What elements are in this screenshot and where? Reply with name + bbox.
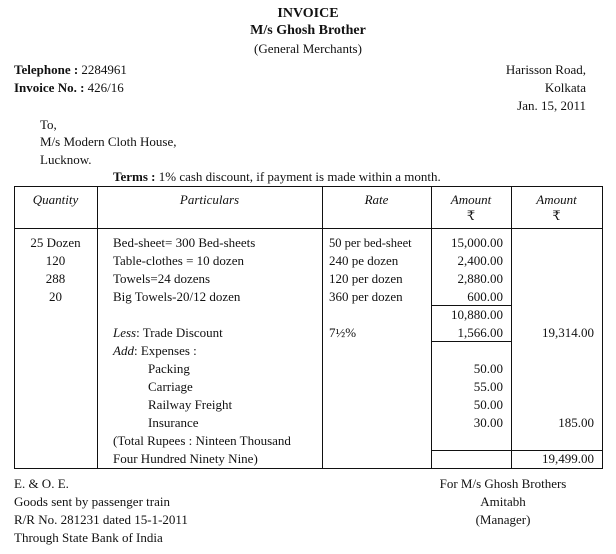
col-rule-right: [602, 186, 603, 468]
header-currency-1: ₹: [466, 208, 476, 223]
expense-name: Carriage: [148, 379, 193, 394]
net-amount: 19,314.00: [542, 325, 594, 340]
item-amount: 15,000.00: [451, 235, 503, 250]
header-currency-2: ₹: [552, 208, 561, 223]
subtotal-rule-top: [431, 305, 511, 306]
item-rate: 120 per dozen: [329, 271, 403, 286]
table-bottom-rule: [14, 468, 603, 469]
address-line-1: Harisson Road,: [505, 62, 586, 77]
add-text: : Expenses :: [133, 343, 197, 358]
firm-subtitle: (General Merchants): [254, 41, 362, 56]
grand-total: 19,499.00: [542, 451, 594, 466]
col-rule-left: [14, 186, 15, 468]
item-particular: Towels=24 dozens: [113, 271, 211, 286]
firm-name: M/s Ghosh Brother: [250, 23, 366, 38]
col-rule-particulars: [322, 186, 323, 468]
invoice-number-label: Invoice No. :: [14, 80, 85, 95]
invoice-number-value: 426/16: [87, 80, 124, 95]
item-amount: 600.00: [467, 289, 503, 304]
header-rate: Rate: [364, 192, 389, 207]
item-amount: 2,400.00: [457, 253, 503, 268]
subtotal-amount: 10,880.00: [451, 307, 503, 322]
discount-amount: 1,566.00: [457, 325, 503, 340]
item-rate: 360 per dozen: [329, 289, 403, 304]
item-rate: 50 per bed-sheet: [329, 236, 412, 250]
item-qty: 120: [45, 253, 66, 268]
goods-note: Goods sent by passenger train: [14, 494, 170, 509]
item-amount: 2,880.00: [457, 271, 503, 286]
recipient-name: M/s Modern Cloth House,: [40, 134, 177, 149]
invoice-title: INVOICE: [277, 6, 339, 21]
expense-amount: 30.00: [473, 415, 503, 430]
expenses-bottom-rule: [431, 450, 511, 451]
signatory-name: Amitabh: [480, 494, 526, 509]
add-line: [113, 343, 197, 359]
item-qty: 20: [49, 289, 62, 304]
item-qty: 25 Dozen: [30, 235, 81, 250]
terms-text: 1% cash discount, if payment is made within a month.: [158, 169, 441, 184]
expense-amount: 50.00: [473, 397, 503, 412]
item-particular: Big Towels-20/12 dozen: [113, 289, 241, 304]
discount-rate: 7½%: [329, 325, 357, 340]
signatory-designation: (Manager): [475, 512, 531, 527]
item-particular: Bed-sheet= 300 Bed-sheets: [113, 235, 256, 250]
less-label: Less: [113, 325, 137, 340]
item-particular: Table-clothes = 10 dozen: [113, 253, 244, 268]
amount-words-line-1: (Total Rupees : Ninteen Thousand: [113, 433, 291, 448]
expense-amount: 50.00: [473, 361, 503, 376]
invoice-number-line: [14, 80, 124, 96]
terms-line: [113, 169, 441, 185]
terms-label: Terms :: [113, 169, 156, 184]
for-firm: For M/s Ghosh Brothers: [439, 476, 567, 491]
invoice-date: Jan. 15, 2011: [517, 98, 586, 113]
recipient-city: Lucknow.: [40, 152, 92, 167]
expense-name: Insurance: [148, 415, 199, 430]
telephone-value: 2284961: [81, 62, 127, 77]
item-qty: 288: [45, 271, 66, 286]
header-amount-2: Amount: [536, 192, 577, 207]
item-rate: 240 pe dozen: [329, 253, 399, 268]
discount-rule: [431, 341, 511, 342]
bank-note: Through State Bank of India: [14, 530, 163, 545]
telephone-label: Telephone :: [14, 62, 79, 77]
expense-amount: 55.00: [473, 379, 503, 394]
amount-words-line-2: Four Hundred Ninety Nine): [113, 451, 258, 466]
header-quantity: Quantity: [32, 192, 79, 207]
expenses-total: 185.00: [558, 415, 594, 430]
telephone-line: [14, 62, 127, 78]
less-line: [113, 325, 223, 341]
table-top-rule: [14, 186, 603, 187]
add-label: Add: [113, 343, 134, 358]
recipient-to: To,: [40, 117, 57, 132]
col-rule-qty: [97, 186, 98, 468]
address-line-2: Kolkata: [544, 80, 586, 95]
header-particulars: Particulars: [179, 192, 240, 207]
table-header-rule: [14, 228, 603, 229]
less-text: : Trade Discount: [136, 325, 223, 340]
expense-name: Packing: [148, 361, 190, 376]
eoe-note: E. & O. E.: [14, 476, 69, 491]
rr-note: R/R No. 281231 dated 15-1-2011: [14, 512, 188, 527]
header-amount-1: Amount: [450, 192, 492, 207]
expense-name: Railway Freight: [148, 397, 233, 412]
